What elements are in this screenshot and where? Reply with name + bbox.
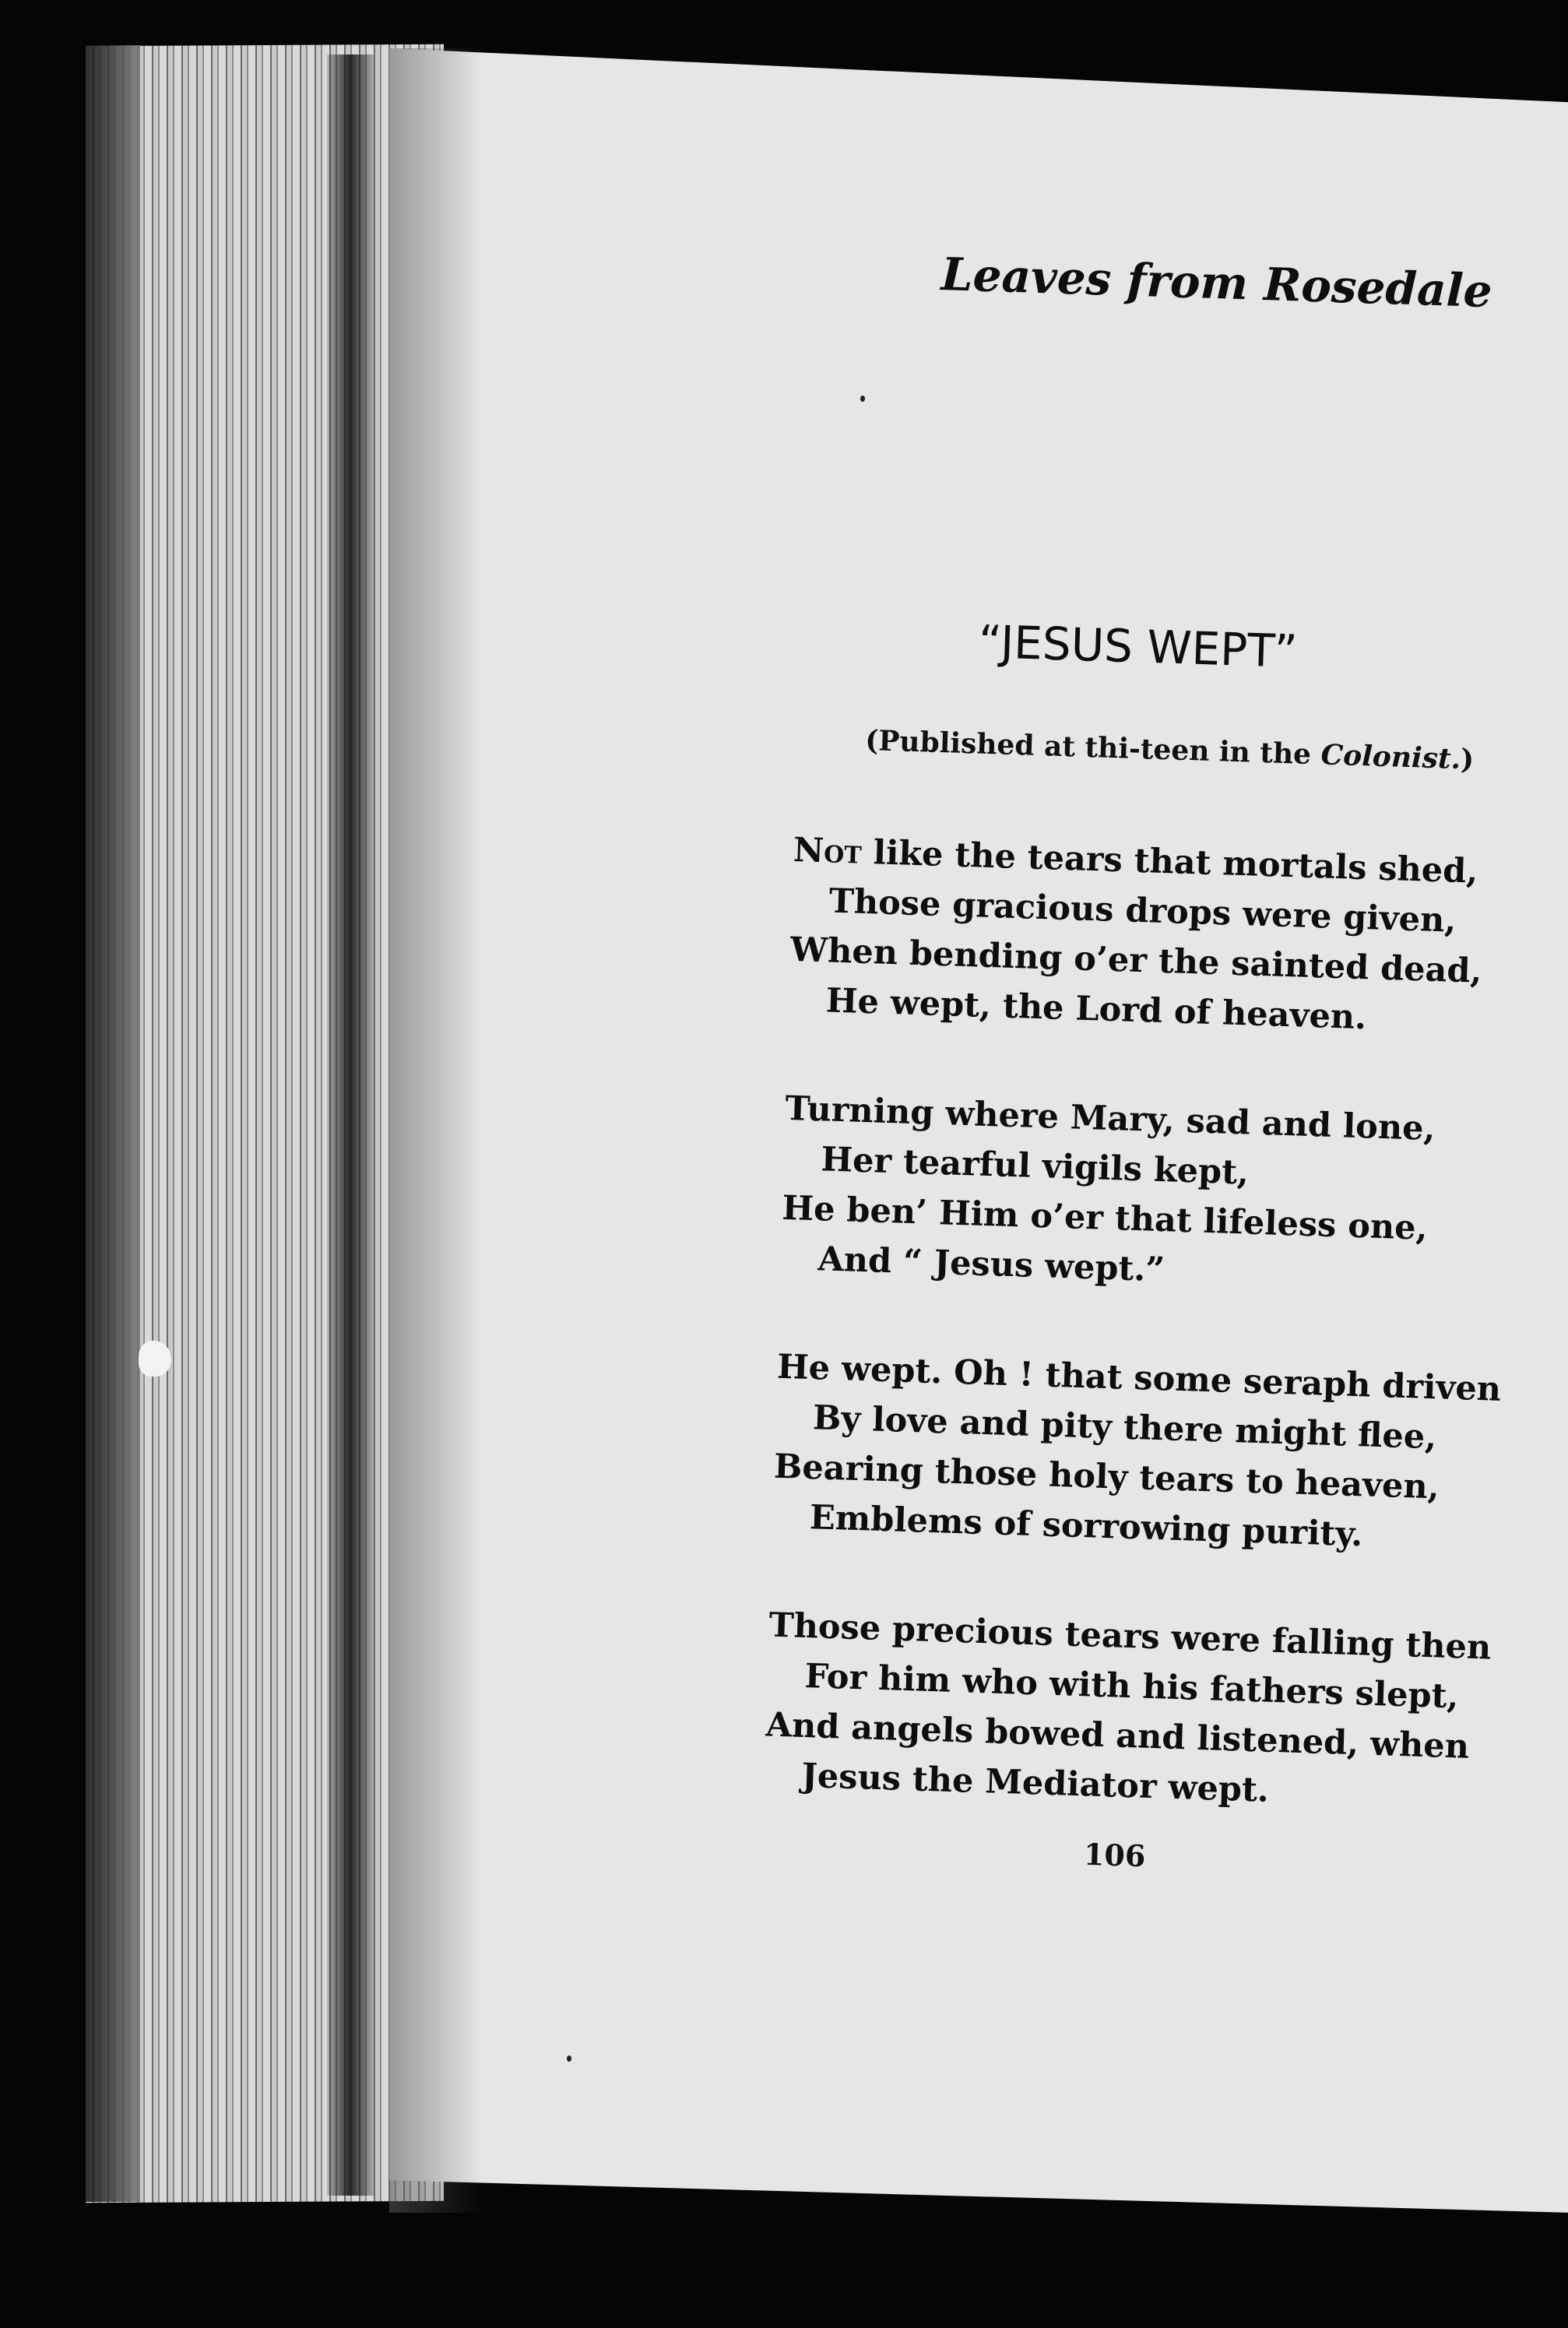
poem-line-first-word: Not (793, 830, 863, 872)
stanza-3 (772, 1342, 1510, 1564)
paper-blemish (139, 1341, 171, 1377)
stanza-2 (780, 1084, 1518, 1306)
running-head: Leaves from Rosedale (940, 248, 1493, 318)
ink-speck (860, 396, 865, 402)
poem-line: And “ Jesus wept.” (817, 1240, 1165, 1290)
poem-line: For him who with his fathers slept, (803, 1656, 1460, 1717)
poem-line: Emblems of sorrowing purity. (809, 1498, 1364, 1555)
poem-line: By love and pity there might flee, (812, 1398, 1437, 1458)
subtitle-source: Colonist. (1320, 738, 1461, 776)
binding-shadow (86, 45, 140, 2202)
poem-line: Those precious tears were falling then (768, 1605, 1492, 1668)
poem-line: Jesus the Mediator wept. (800, 1756, 1270, 1810)
poem-body (764, 825, 1526, 1823)
poem-line: He ben’ Him o’er that lifeless one, (781, 1188, 1429, 1248)
stanza-1 (788, 825, 1526, 1047)
poem-line-rest: like the tears that mortals shed, (860, 832, 1479, 891)
ink-speck (567, 2055, 571, 2062)
poem-line: He wept, the Lord of heaven. (825, 981, 1367, 1038)
poem-line: And angels bowed and listened, when (765, 1705, 1470, 1767)
page-gutter-shade (389, 48, 483, 2213)
poem-line: When bending o’er the sainted dead, (789, 930, 1483, 991)
poem-line: Bearing those holy tears to heaven, (773, 1447, 1440, 1507)
gutter-shadow (327, 55, 374, 2196)
subtitle-suffix: ) (1460, 743, 1475, 776)
page-number: 106 (1083, 1836, 1147, 1874)
subtitle-prefix: (Published at thi-teen in the (864, 724, 1322, 772)
poem-title: “JESUS WEPT” (977, 615, 1299, 678)
poem-line: He wept. Oh ! that some seraph driven (776, 1347, 1502, 1409)
stanza-4 (764, 1601, 1502, 1823)
poem-line: Turning where Mary, sad and lone, (784, 1088, 1436, 1149)
poem-line: Those gracious drops were given, (828, 881, 1457, 941)
poem-line: Her tearful vigils kept, (820, 1140, 1250, 1193)
